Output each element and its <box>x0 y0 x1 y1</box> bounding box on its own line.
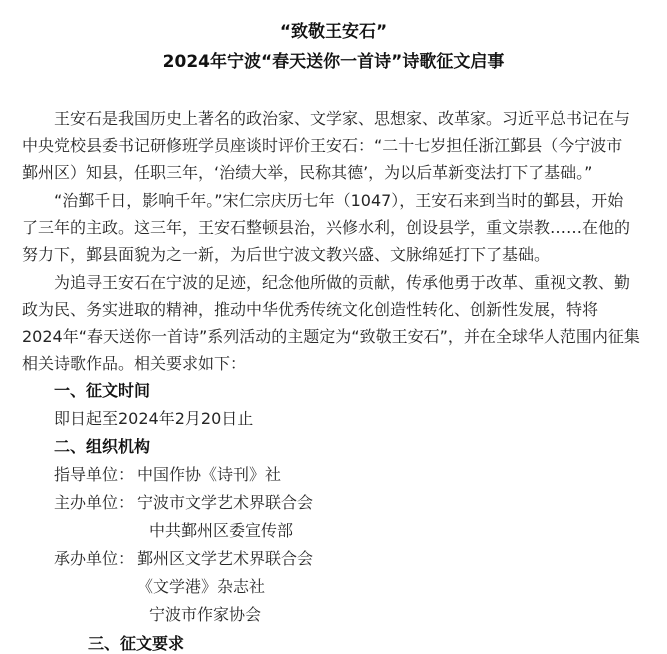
para3-line2: 政为民、务实进取的精神，推动中华优秀传统文化创造性转化、创新性发展，特将 <box>22 300 599 319</box>
section1-body: 即日起至2024年2月20日止 <box>54 409 254 428</box>
para3-line4: 相关诗歌作品。相关要求如下： <box>22 354 247 373</box>
section3-heading-partial: 三、征文要求 <box>88 634 185 653</box>
para2-line1: “治鄞千日，影响千年。”宋仁宗庆历七年（1047），王安石来到当时的鄞县，开始 <box>54 191 624 210</box>
para1-line1: 王安石是我国历史上著名的政治家、文学家、思想家、改革家。习近平总书记在与 <box>54 109 631 128</box>
document-title-line1: “致敬王安石” <box>279 22 388 42</box>
section1-heading: 一、征文时间 <box>54 381 151 400</box>
host-label: 主办单位： <box>54 493 135 512</box>
organizer-value-3: 宁波市作家协会 <box>149 605 262 624</box>
host-value-1: 宁波市文学艺术界联合会 <box>137 493 314 512</box>
para3-line3: 2024年“春天送你一首诗”系列活动的主题定为“致敬王安石”，并在全球华人范围内征集 <box>22 327 640 346</box>
para2-line3: 努力下，鄞县面貌为之一新，为后世宁波文教兴盛、文脉绵延打下了基础。 <box>22 245 551 264</box>
organizer-label: 承办单位： <box>54 549 135 568</box>
host-value-2: 中共鄞州区委宣传部 <box>149 521 294 540</box>
para3-line1: 为追寻王安石在宁波的足迹，纪念他所做的贡献，传承他勇于改革、重视文教、勤 <box>54 273 631 292</box>
section2-heading: 二、组织机构 <box>54 437 151 456</box>
organizer-value-1: 鄞州区文学艺术界联合会 <box>137 549 314 568</box>
guide-label: 指导单位： <box>54 465 135 484</box>
para1-line3: 鄞州区）知县，任职三年，‘治绩大举，民称其德’，为以后革新变法打下了基础。” <box>22 163 593 182</box>
organizer-value-2: 《文学港》杂志社 <box>137 577 266 596</box>
document-title-line2: 2024年宁波“春天送你一首诗”诗歌征文启事 <box>162 52 505 72</box>
para2-line2: 了三年的主政。这三年，王安石整顿县治，兴修水利，创设县学，重文崇教……在他的 <box>22 218 631 237</box>
para1-line2: 中央党校县委书记研修班学员座谈时评价王安石：“二十七岁担任浙江鄞县（今宁波市 <box>22 136 623 155</box>
guide-value: 中国作协《诗刊》社 <box>137 465 282 484</box>
